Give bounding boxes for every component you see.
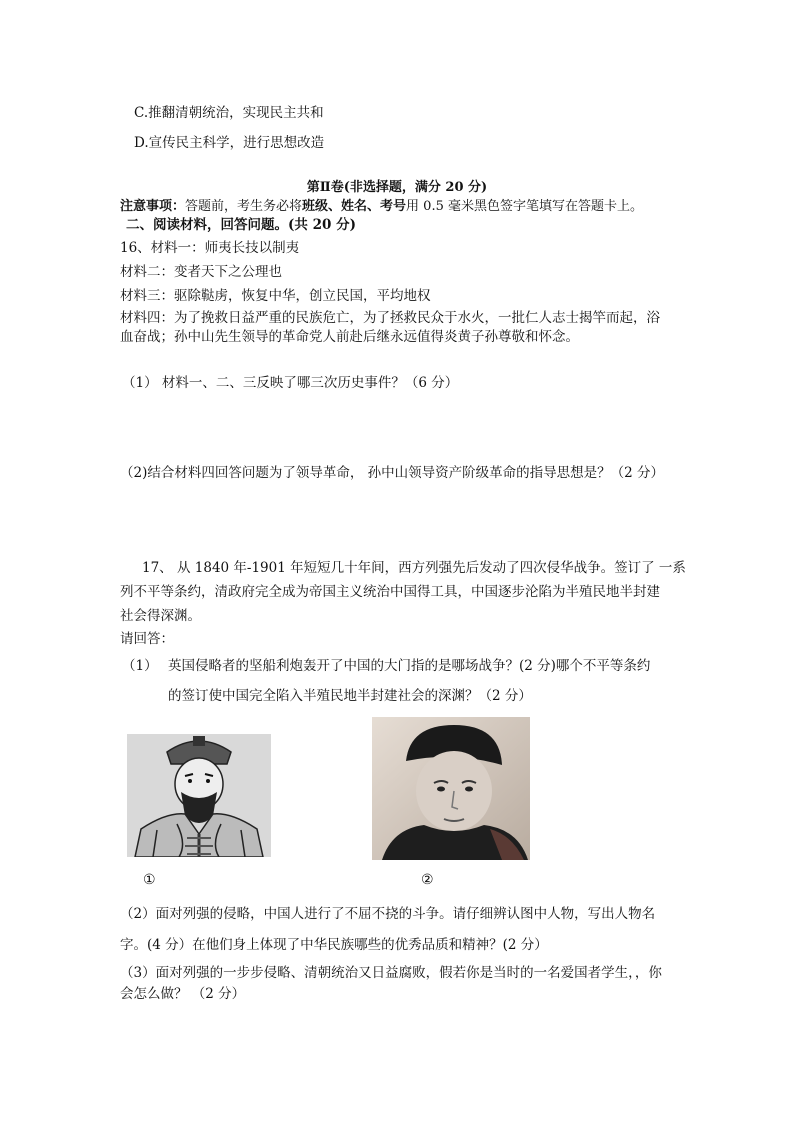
q16-material1: 16、材料一：师夷长技以制夷 xyxy=(120,240,300,256)
q17-intro-line2: 列不平等条约，清政府完全成为帝国主义统治中国得工具，中国逐步沦陷为半殖民地半封建 xyxy=(120,584,660,600)
section-heading: 二、阅读材料，回答问题。(共 20 分) xyxy=(126,217,356,233)
section-title: 第Ⅱ卷(非选择题，满分 20 分) xyxy=(306,180,488,195)
q17-q3-line2: 会怎么做？ （2 分） xyxy=(120,986,246,1002)
q17-q1-line2: 的签订使中国完全陷入半殖民地半封建社会的深渊？（2 分） xyxy=(168,688,532,704)
q17-intro-line1: 17、 从 1840 年-1901 年短短几十年间，西方列强先后发动了四次侵华战争。签订了 一系 xyxy=(142,560,686,576)
notice-text-1: 答题前，考生务必将 xyxy=(185,199,303,214)
q16-material4-line2: 血奋战；孙中山先生领导的革命党人前赴后继永远值得炎黄子孙尊敬和怀念。 xyxy=(120,329,579,345)
q16-material3: 材料三：驱除鞑虏，恢复中华，创立民国，平均地权 xyxy=(120,288,431,304)
q16-question1: （1） 材料一、二、三反映了哪三次历史事件？（6 分） xyxy=(122,375,459,391)
q17-intro-line3: 社会得深渊。 xyxy=(120,608,201,624)
q17-q1-number: （1） xyxy=(122,658,158,674)
q17-please-answer: 请回答： xyxy=(120,631,174,647)
q17-q2-line2: 字。(4 分）在他们身上体现了中华民族哪些的优秀品质和精神？(2 分） xyxy=(120,937,548,953)
notice xyxy=(120,198,643,216)
notice-label: 注意事项： xyxy=(120,199,186,214)
notice-text-2: 用 0.5 毫米黑色签字笔填写在答题卡上。 xyxy=(406,199,643,214)
q17-q2-line1: （2）面对列强的侵略，中国人进行了不屈不挠的斗争。请仔细辨认图中人物，写出人物名 xyxy=(120,906,656,922)
q16-question2: （2)结合材料四回答问题为了领导革命， 孙中山领导资产阶级革命的指导思想是？（2 分） xyxy=(120,465,665,481)
choice-d: D.宣传民主科学，进行思想改造 xyxy=(134,135,325,151)
q17-q1-line1: 英国侵略者的坚船利炮轰开了中国的大门指的是哪场战争？(2 分)哪个不平等条约 xyxy=(168,658,651,674)
portrait-1-label: ① xyxy=(143,872,156,888)
notice-bold: 班级、姓名、考号 xyxy=(302,199,407,214)
portrait-1-sketch xyxy=(127,734,271,857)
portrait-2-image xyxy=(372,717,530,860)
q16-material4-line1: 材料四：为了挽救日益严重的民族危亡，为了拯救民众于水火，一批仁人志士揭竿而起，浴 xyxy=(120,310,660,326)
portrait-2-photo xyxy=(372,717,530,860)
portrait-1-image xyxy=(127,734,271,857)
portrait-2-label: ② xyxy=(421,872,434,888)
choice-c: C.推翻清朝统治，实现民主共和 xyxy=(134,105,324,121)
q16-material2: 材料二：变者天下之公理也 xyxy=(120,264,282,280)
q17-q3-line1: （3）面对列强的一步步侵略、清朝统治又日益腐败，假若你是当时的一名爱国者学生，，你 xyxy=(120,965,662,981)
